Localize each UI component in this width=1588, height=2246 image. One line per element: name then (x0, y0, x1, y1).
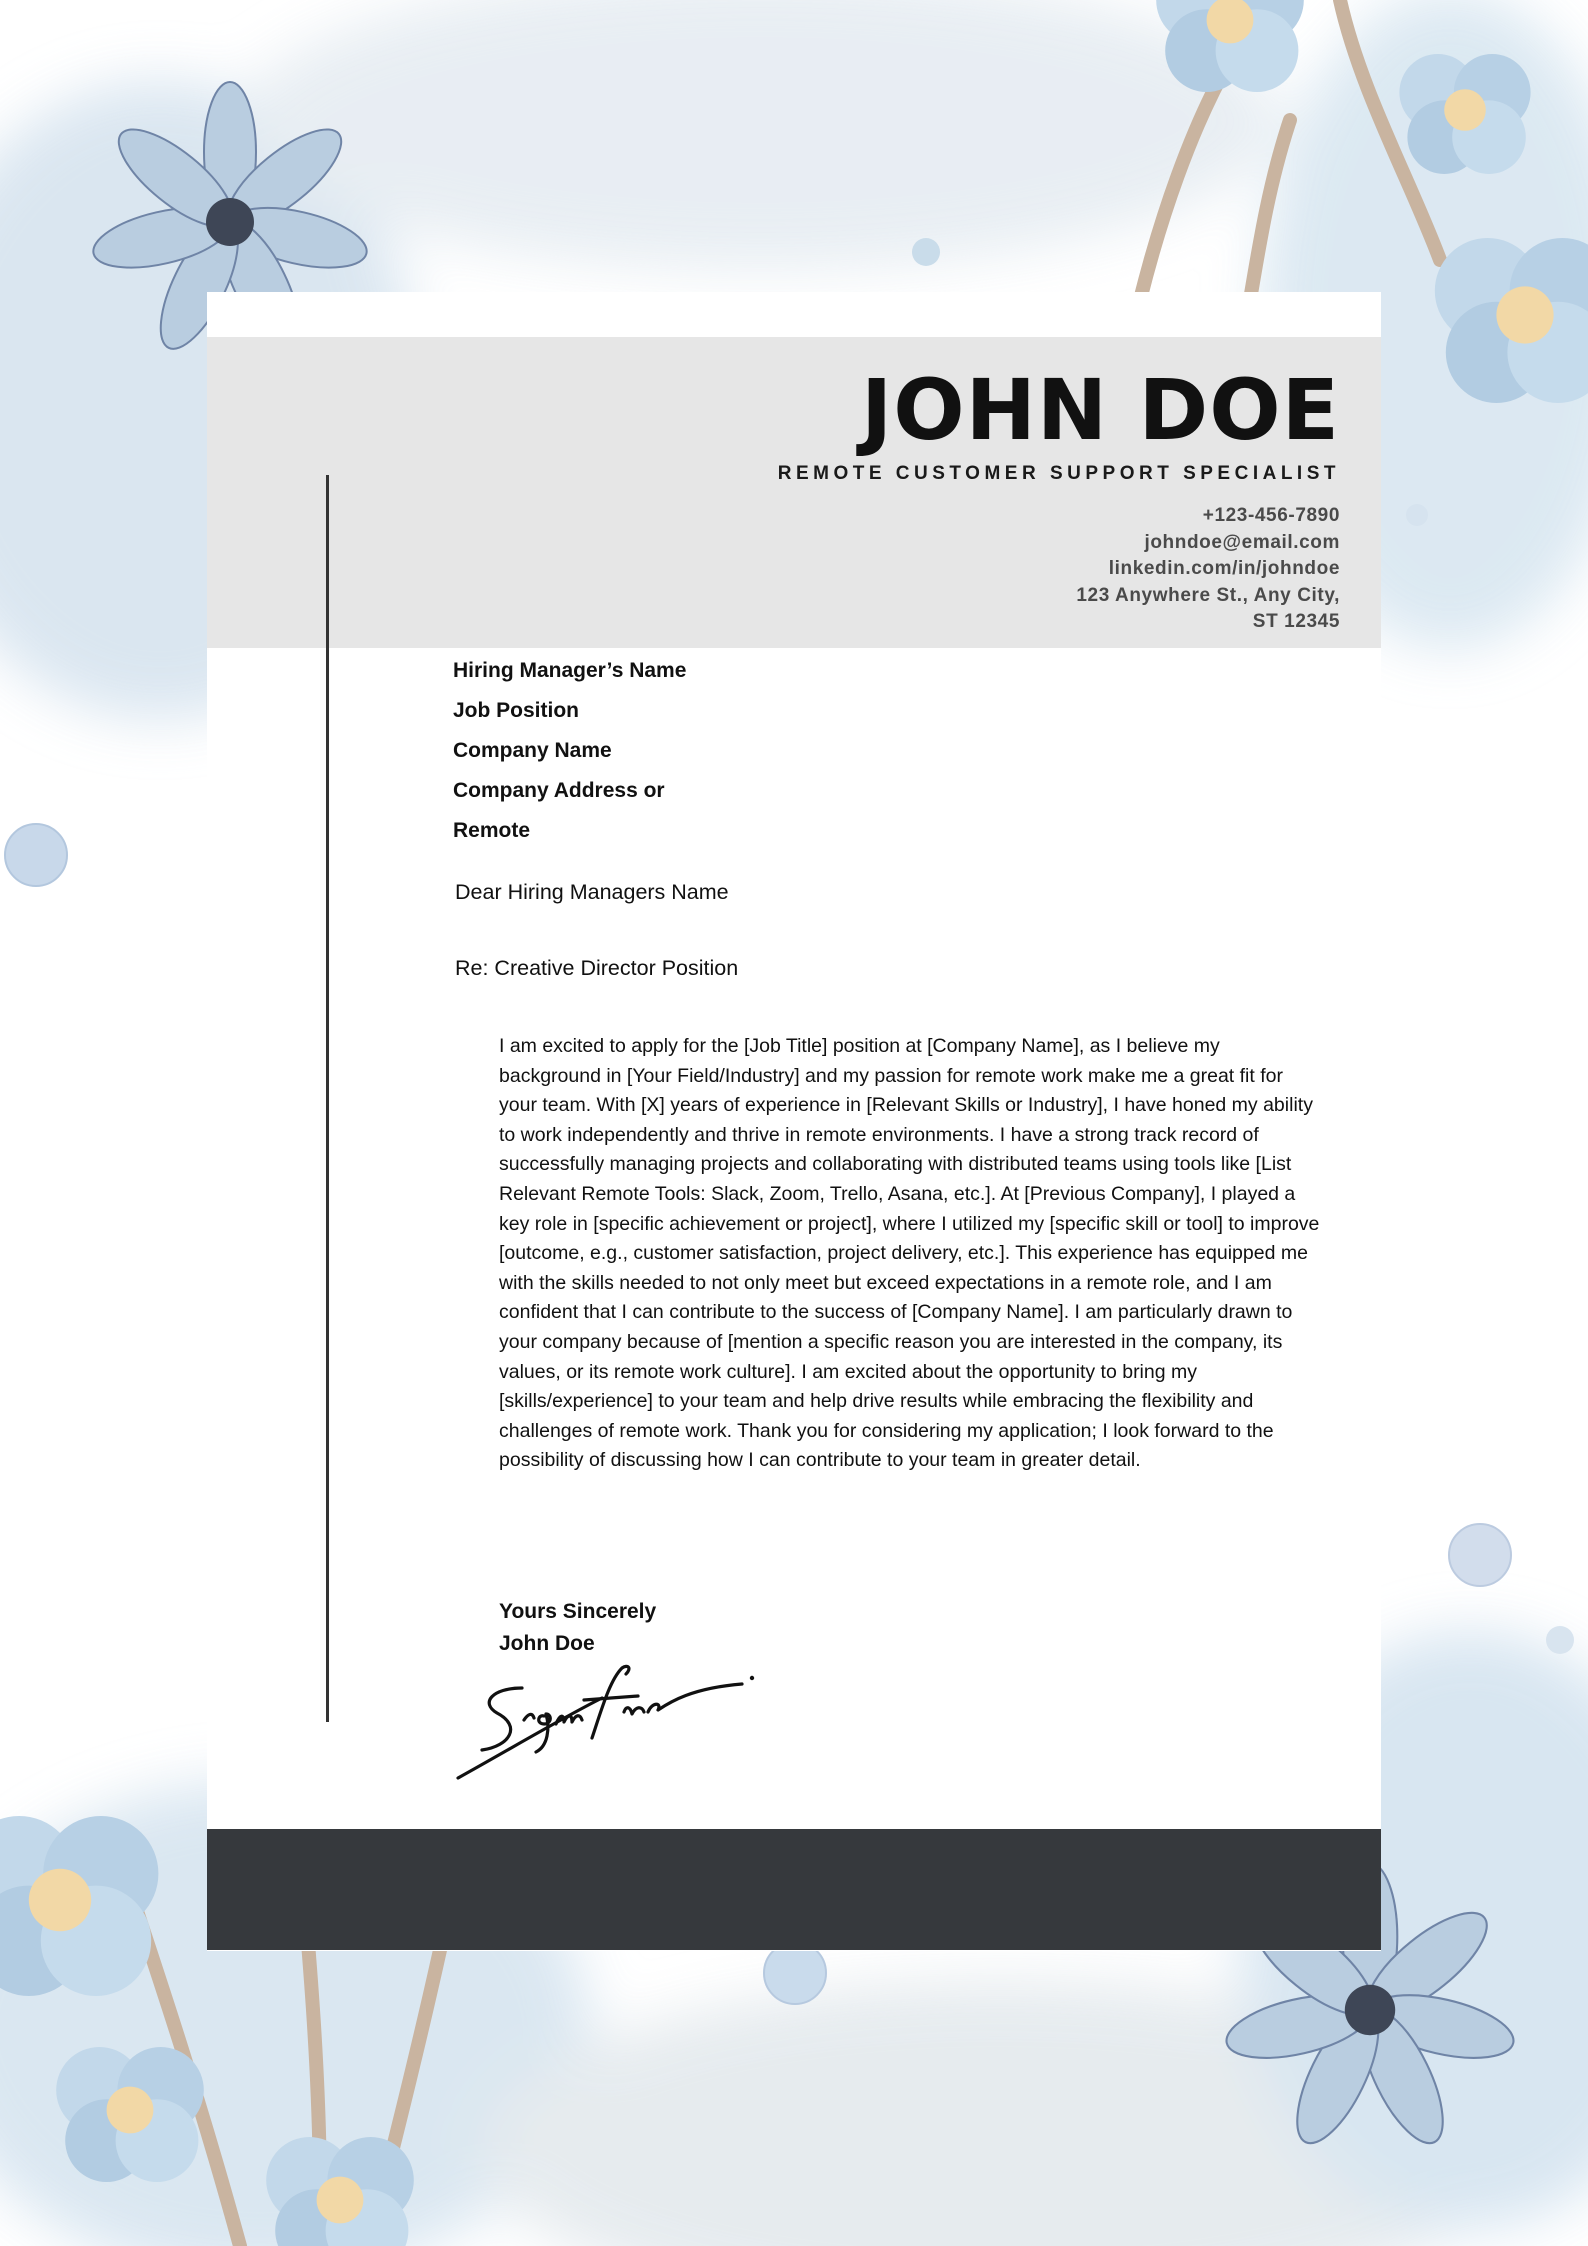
email-address: johndoe@email.com (1144, 531, 1340, 553)
contact-block (980, 503, 1340, 636)
vertical-divider (326, 475, 329, 1722)
recipient-company: Company Name (453, 739, 612, 762)
letter-body: I am excited to apply for the [Job Title] position at [Company Name], as I believe my background in [Your Field/Industry] and my passion for remote work make me a great fit for your team. With [X] years of experience in [Relevant Skills or Industry], I have honed my ability to work independently and thrive in remote environments. I have a strong track record of successfully managing projects and collaborating with distributed teams using tools like [List Relevant Remote Tools: Slack, Zoom, Trello, Asana, etc.]. At [Previous Company], I played a key role in [specific achievement or project], where I utilized my [specific skill or tool] to improve [outcome, e.g., customer satisfaction, project delivery, etc.]. This experience has equipped me with the skills needed to not only meet but exceed expectations in a remote role, and I am confident that I can contribute to the success of [Company Name]. I am particularly drawn to your company because of [mention a specific reason you are interested in the company, its values, or its remote work culture]. I am excited about the opportunity to bring my [skills/experience] to your team and help drive results while embracing the flexibility and challenges of remote work. Thank you for considering my application; I look forward to the possibility of discussing how I can contribute to your team in greater detail. (499, 1035, 1320, 1472)
salutation: Dear Hiring Managers Name (455, 880, 729, 904)
address-line-1: 123 Anywhere St., Any City, (1076, 584, 1340, 606)
recipient-block (453, 651, 813, 851)
footer-bar (207, 1829, 1381, 1950)
closing-block (499, 1596, 656, 1660)
signer-name: John Doe (499, 1632, 595, 1655)
address-line-2: ST 12345 (1252, 611, 1340, 633)
recipient-address-2: Remote (453, 819, 531, 842)
applicant-role: REMOTE CUSTOMER SUPPORT SPECIALIST (777, 463, 1340, 484)
recipient-address-1: Company Address or (453, 779, 665, 802)
subject-line: Re: Creative Director Position (455, 956, 739, 980)
recipient-manager: Hiring Manager’s Name (453, 659, 687, 682)
closing-phrase: Yours Sincerely (499, 1600, 657, 1623)
phone-number: +123-456-7890 (1202, 505, 1340, 526)
applicant-name: JOHN DOE (860, 361, 1340, 459)
handwritten-signature (452, 1658, 762, 1783)
recipient-position: Job Position (453, 699, 579, 722)
linkedin-url: linkedin.com/in/johndoe (1108, 558, 1340, 580)
